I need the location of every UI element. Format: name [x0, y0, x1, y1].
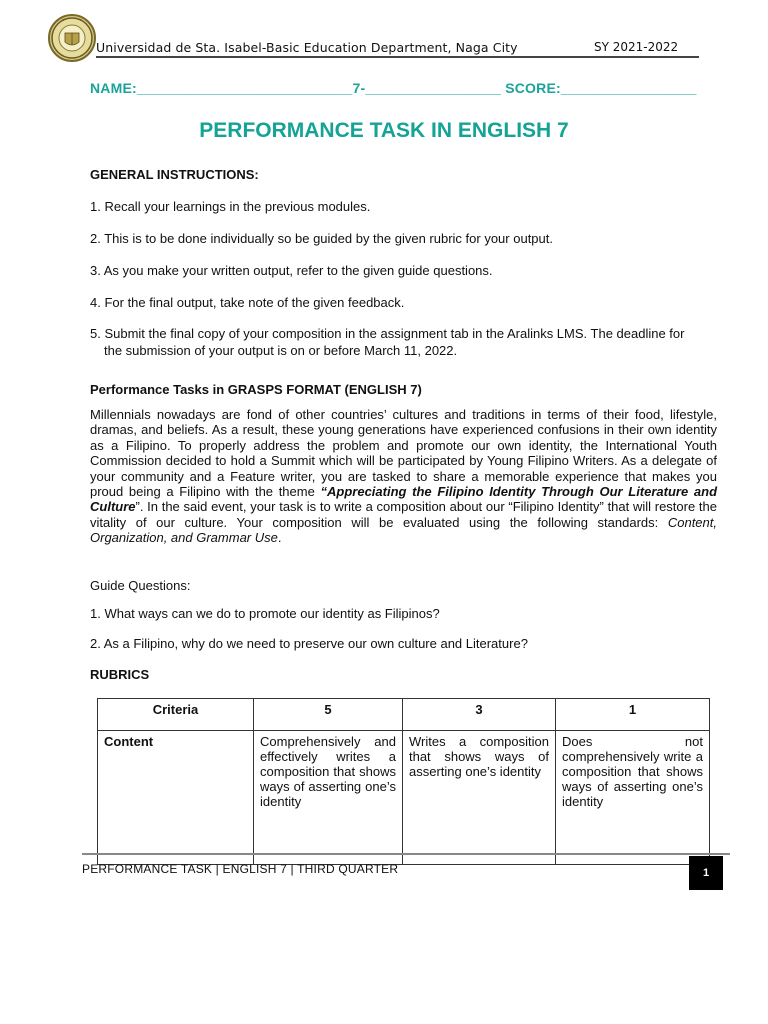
rubric-table: [97, 698, 710, 865]
rubric-content-3: Writes a composition that shows ways of asserting one’s identity: [402, 731, 555, 865]
footer-divider: [82, 853, 730, 855]
rubric-criteria-content: Content: [98, 731, 254, 865]
school-name: Universidad de Sta. Isabel-Basic Education Department, Naga City: [96, 40, 518, 55]
instruction-item-4: 4. For the final output, take note of the given feedback.: [90, 295, 405, 310]
page-number: 1: [689, 856, 723, 890]
rubric-header-1: 1: [555, 699, 709, 731]
rubric-header-criteria: Criteria: [98, 699, 254, 731]
instruction-item-2: 2. This is to be done individually so be guided by the given rubric for your output.: [90, 231, 553, 246]
grasps-theme: “Appreciating the Filipino Identity Through Our Literature and Culture: [90, 484, 718, 515]
header-divider: [96, 56, 699, 58]
grasps-heading: Performance Tasks in GRASPS FORMAT (ENGLISH 7): [90, 382, 422, 397]
rubric-header-3: 3: [402, 699, 555, 731]
grasps-standards: Content, Organization, and Grammar Use: [90, 514, 717, 546]
guide-question-1: 1. What ways can we do to promote our identity as Filipinos?: [90, 606, 440, 621]
guide-questions-heading: Guide Questions:: [90, 578, 191, 593]
guide-question-2: 2. As a Filipino, why do we need to preserve our own culture and Literature?: [90, 636, 528, 651]
instruction-item-5-continued: the submission of your output is on or before March 11, 2022.: [104, 343, 458, 358]
name-score-field: NAME:___________________________7-_________________ SCORE:_________________: [90, 80, 697, 96]
grasps-end: .: [277, 530, 282, 546]
rubric-header-row: [98, 699, 710, 731]
footer-text: PERFORMANCE TASK | ENGLISH 7 | THIRD QUARTER: [82, 862, 399, 876]
school-year: SY 2021-2022: [594, 40, 679, 54]
grasps-paragraph: [90, 407, 717, 546]
instruction-item-3: 3. As you make your written output, refer to the given guide questions.: [90, 263, 493, 278]
instruction-item-1: 1. Recall your learnings in the previous modules.: [90, 199, 371, 214]
grasps-text-1: Millennials nowadays are fond of other countries’ cultures and traditions in terms of their food, lifestyle, dramas, and beliefs. As a result, these young generations have experienced confusions in their own identity as a Filipino. To properly address the problem and promote our own identity, the International Youth Commission decided to hold a Summit which will be participated by Young Filipino Writers. As a delegate of your community and a Feature writer, you are tasked to share a memorable experience that makes you proud being a Filipino with the theme: [90, 407, 717, 500]
page-title: PERFORMANCE TASK IN ENGLISH 7: [199, 119, 569, 142]
table-row: [98, 731, 710, 865]
school-seal-icon: [48, 14, 96, 62]
grasps-text-2: ”. In the said event, your task is to write a composition about our “Filipino Identity” that will restore the vitality of our culture. Your composition will be evaluated using the following standards:: [90, 499, 717, 530]
rubric-header-5: 5: [254, 699, 403, 731]
instruction-item-5: 5. Submit the final copy of your composition in the assignment tab in the Aralinks LMS. The deadline for: [90, 326, 685, 341]
rubrics-heading: RUBRICS: [90, 667, 150, 682]
rubric-content-1: Does not comprehensively write a composition that shows ways of asserting one’s identity: [555, 731, 709, 865]
rubric-content-5: Comprehensively and effectively writes a composition that shows ways of asserting one’s identity: [254, 731, 403, 865]
general-instructions-heading: GENERAL INSTRUCTIONS:: [90, 167, 259, 182]
